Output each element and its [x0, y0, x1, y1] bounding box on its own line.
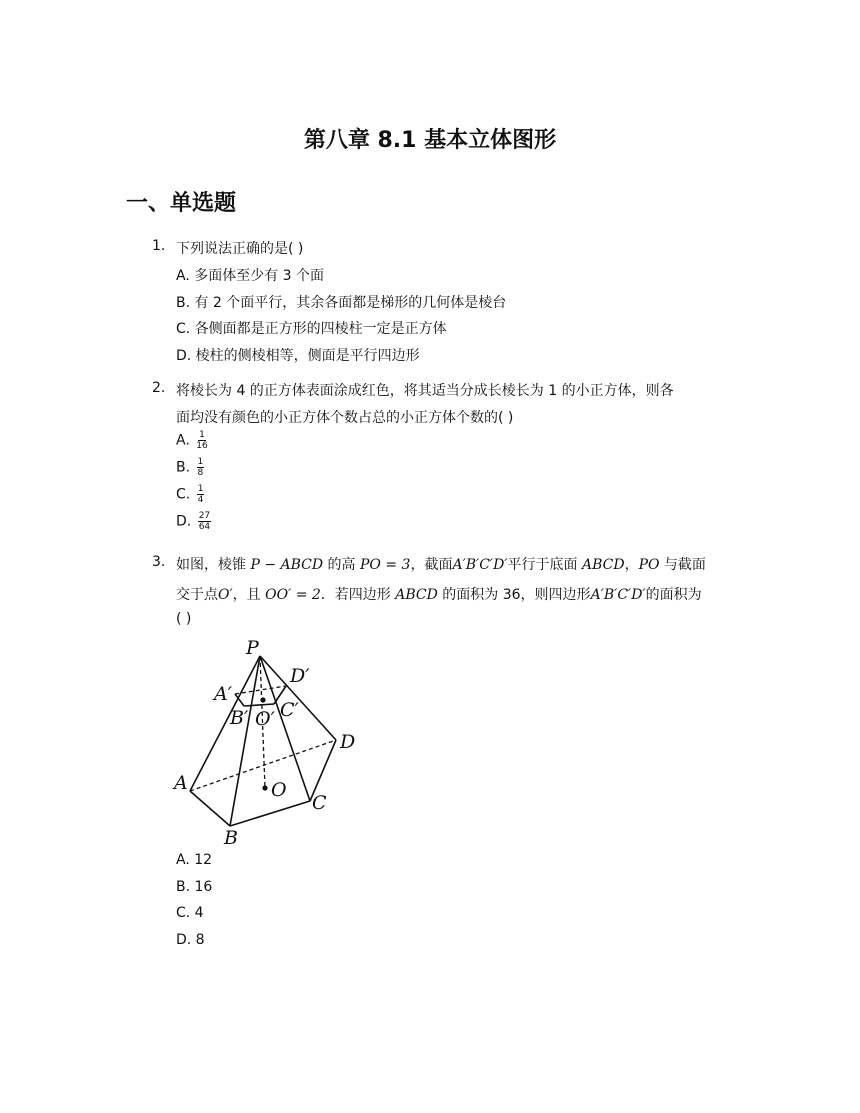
- option-b[interactable]: B. 有 2 个面平行，其余各面都是梯形的几何体是棱台: [176, 295, 507, 311]
- label-c: C: [312, 792, 327, 814]
- stem-text: 的高: [323, 557, 361, 573]
- option-a[interactable]: A. 多面体至少有 3 个面: [176, 268, 325, 284]
- label-o-prime: O′: [255, 708, 275, 730]
- question-stem-line: 将棱长为 4 的正方体表面涂成红色，将其适当分成长棱长为 1 的小正方体，则各: [176, 383, 674, 399]
- label-d-prime: D′: [290, 665, 310, 687]
- question-stem: 下列说法正确的是( ): [176, 241, 304, 257]
- option-d[interactable]: D. 8: [176, 932, 205, 948]
- fraction-denominator: 64: [198, 522, 211, 532]
- option-letter: B.: [176, 459, 191, 476]
- fraction-numerator: 27: [198, 511, 211, 521]
- fraction: [197, 457, 205, 478]
- label-o: O: [271, 779, 287, 801]
- pyramid-figure: [170, 636, 370, 848]
- label-a-prime: A′: [214, 683, 233, 705]
- question-number: 2.: [152, 380, 166, 396]
- option-d[interactable]: D. 棱柱的侧棱相等，侧面是平行四边形: [176, 348, 420, 364]
- label-c-prime: C′: [280, 699, 299, 721]
- question-stem-line: ( ): [176, 611, 192, 627]
- option-a[interactable]: A. 12: [176, 852, 213, 868]
- option-c[interactable]: C. 4: [176, 905, 204, 921]
- edge-pb: [230, 656, 260, 826]
- page-title: 第八章 8.1 基本立体图形: [303, 128, 557, 153]
- edge-pa: [190, 656, 260, 791]
- fraction: [196, 430, 207, 451]
- fraction-numerator: 1: [199, 430, 205, 440]
- label-b-prime: B′: [230, 707, 249, 729]
- label-d: D: [340, 731, 356, 753]
- label-p: P: [246, 637, 259, 659]
- option-c[interactable]: [176, 484, 204, 505]
- option-letter: C.: [176, 486, 191, 503]
- question-number: 1.: [152, 238, 166, 254]
- option-letter: D.: [176, 513, 192, 530]
- stem-text: 的面积为: [645, 587, 702, 603]
- edge-bc: [230, 801, 310, 826]
- question-stem-line: 面均没有颜色的小正方体个数占总的小正方体个数的( ): [176, 410, 514, 426]
- stem-text: 交于点: [176, 587, 218, 603]
- question-number: 3.: [152, 554, 166, 570]
- fraction-numerator: 1: [197, 484, 204, 494]
- stem-math: OO′ = 2: [265, 587, 321, 603]
- stem-math: P − ABCD: [250, 557, 324, 573]
- stem-text: 如图，棱锥: [176, 557, 251, 573]
- option-a[interactable]: [176, 430, 208, 451]
- label-a: A: [174, 772, 188, 794]
- option-b[interactable]: [176, 457, 204, 478]
- fraction-numerator: 1: [197, 457, 204, 467]
- stem-math: A′B′C′D′: [590, 587, 646, 603]
- option-b[interactable]: B. 16: [176, 879, 213, 895]
- fraction-denominator: 16: [196, 441, 208, 451]
- label-b: B: [224, 827, 238, 848]
- stem-text: 与截面: [659, 557, 706, 573]
- stem-text: ．若四边形: [320, 587, 396, 603]
- fraction-denominator: 4: [197, 495, 204, 505]
- stem-math: A′B′C′D′: [452, 557, 508, 573]
- stem-math: PO = 3: [360, 557, 411, 573]
- stem-text: 的面积为 36，则四边形: [437, 587, 591, 603]
- stem-text: 平行于底面: [507, 557, 582, 573]
- fraction-denominator: 8: [197, 468, 204, 478]
- stem-math: ABCD: [581, 557, 625, 573]
- stem-text: ，截面: [410, 557, 453, 573]
- option-letter: A.: [176, 432, 190, 449]
- point-o-prime: [260, 697, 265, 702]
- edge-ab: [190, 791, 230, 826]
- option-d[interactable]: [176, 511, 211, 532]
- stem-math: ABCD: [395, 587, 438, 603]
- stem-text: ，且: [232, 587, 266, 603]
- fraction: [198, 511, 211, 532]
- point-o: [262, 785, 267, 790]
- question-stem-line: [176, 584, 702, 604]
- edge-b1c1: [244, 704, 274, 706]
- stem-math: PO: [638, 557, 660, 573]
- section-heading: 一、单选题: [126, 191, 237, 216]
- option-c[interactable]: C. 各侧面都是正方形的四棱柱一定是正方体: [176, 321, 447, 337]
- stem-math: O′: [218, 587, 233, 603]
- question-stem-line: [176, 554, 706, 574]
- fraction: [197, 484, 205, 505]
- stem-text: ，: [624, 557, 639, 573]
